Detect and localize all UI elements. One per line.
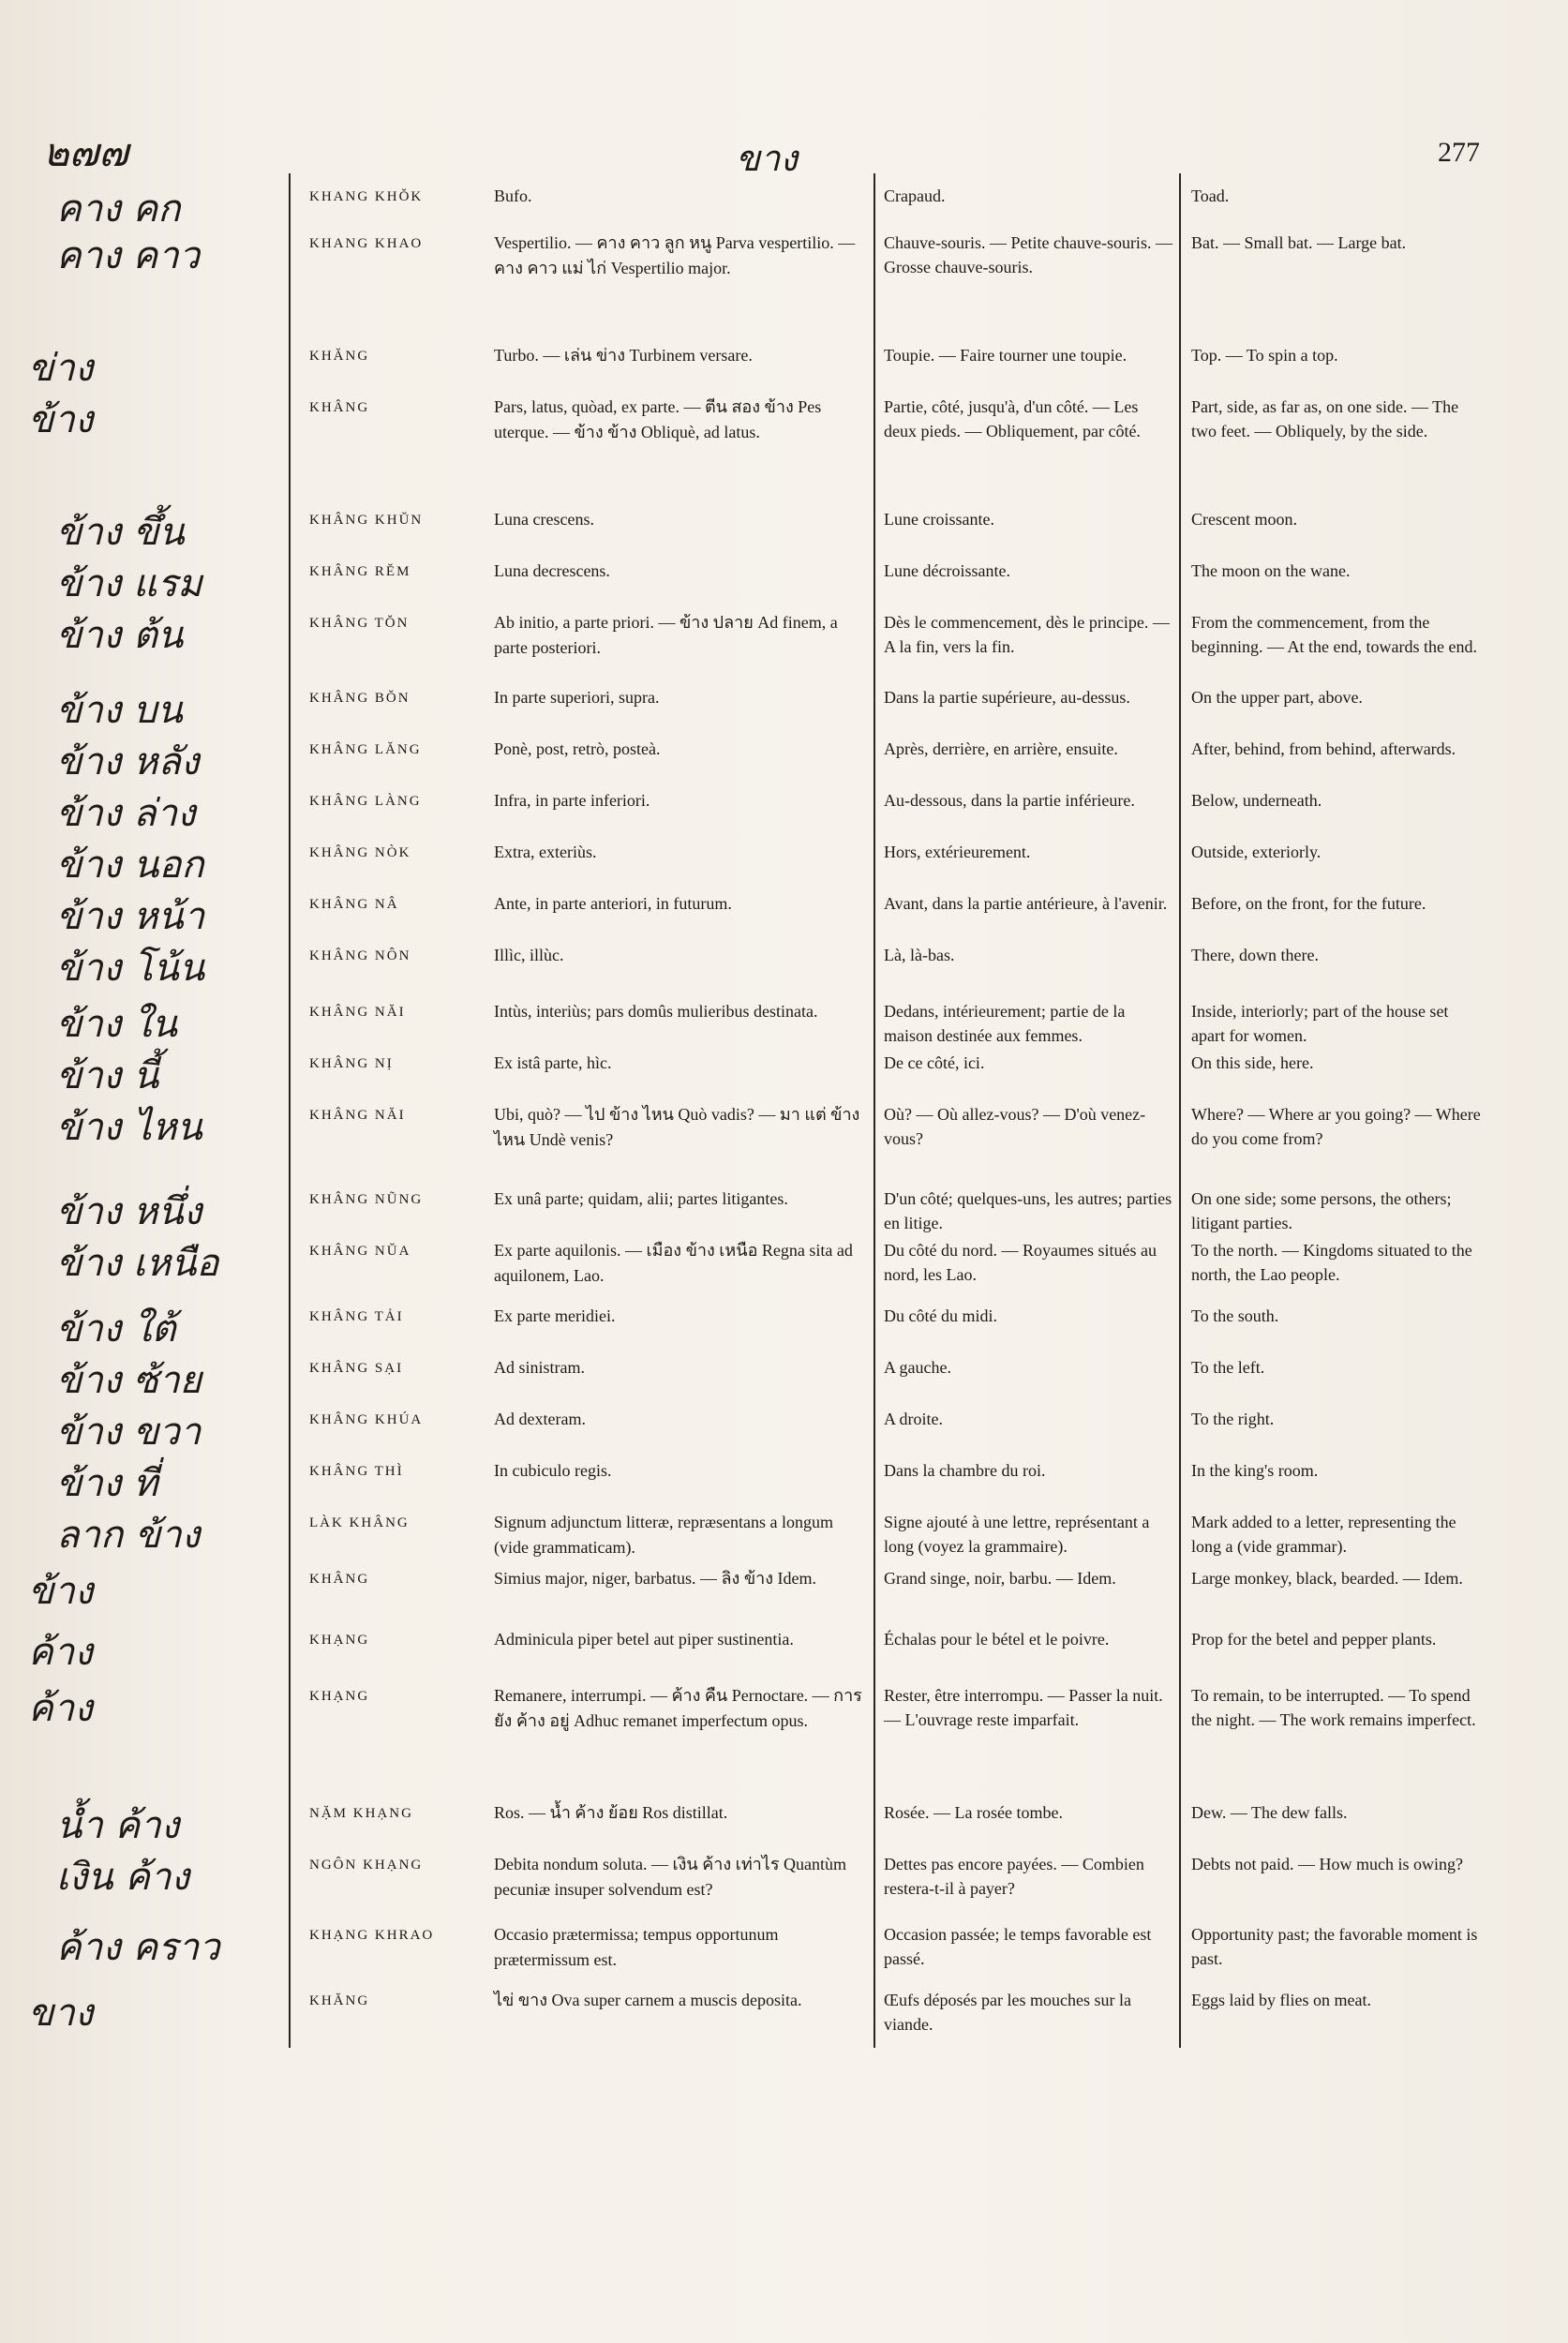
entry-romanization: KHÂNG (309, 400, 370, 415)
entry-romanization: KHÂNG NŨNG (309, 1192, 424, 1207)
entry-english: Inside, interiorly; part of the house set apart for women. (1191, 1002, 1449, 1045)
entry-latin: Infra, in parte inferiori. (494, 791, 650, 810)
entry-thai-word: ขาง (28, 1992, 94, 2035)
entry-romanization: KHÂNG THÌ (309, 1464, 404, 1479)
entry-latin: Intùs, interiùs; pars domûs mulieribus destinata. (494, 1002, 818, 1021)
entry-english: Opportunity past; the favorable moment is past. (1191, 1925, 1478, 1968)
entry-romanization: NẶM KHẠNG (309, 1806, 413, 1821)
entry-english: Eggs laid by flies on meat. (1191, 1991, 1371, 2009)
entry-latin: Illìc, illùc. (494, 946, 564, 964)
entry-french: Dans la partie supérieure, au-dessus. (884, 688, 1130, 707)
entry-thai-word: ข้าง ใต้ (56, 1307, 176, 1351)
entry-thai-word: ข้าง ขึ้น (56, 511, 185, 554)
entry-english: Toad. (1191, 187, 1230, 205)
running-headword: ขาง (736, 138, 798, 179)
entry-romanization: KHÂNG NÒK (309, 845, 411, 860)
entry-french: Échalas pour le bétel et le poivre. (884, 1630, 1110, 1649)
entry-romanization: KHÂNG NŬA (309, 1244, 411, 1259)
entry-thai-word: ข้าง ไหน (56, 1106, 202, 1149)
entry-romanization: KHÂNG TẢI (309, 1309, 404, 1324)
entry-french: Dedans, intérieurement; partie de la maison destinée aux femmes. (884, 1002, 1126, 1045)
entry-english: On the upper part, above. (1191, 688, 1363, 707)
entry-romanization: KHẠNG KHRAO (309, 1928, 435, 1943)
entry-english: From the commencement, from the beginning. — At the end, towards the end. (1191, 613, 1477, 656)
entry-romanization: KHÂNG BŎN (309, 691, 411, 706)
entry-latin: Extra, exteriùs. (494, 843, 597, 861)
entry-french: Occasion passée; le temps favorable est passé. (884, 1925, 1152, 1968)
entry-french: De ce côté, ici. (884, 1053, 985, 1072)
page-number: 277 (1438, 137, 1480, 168)
entry-latin: In parte superiori, supra. (494, 688, 660, 707)
entry-thai-word: ลาก ข้าง (56, 1514, 201, 1557)
entry-romanization: KHÂNG NĂI (309, 1108, 406, 1123)
entry-latin: Occasio prætermissa; tempus opportunum prætermissum est. (494, 1925, 779, 1969)
entry-english: Bat. — Small bat. — Large bat. (1191, 233, 1407, 252)
entry-english: Prop for the betel and pepper plants. (1191, 1630, 1437, 1649)
entry-french: A gauche. (884, 1358, 951, 1377)
entry-thai-word: ข้าง นี้ (56, 1054, 159, 1097)
entry-romanization: KHÂNG RĔM (309, 564, 411, 579)
entry-latin: Ab initio, a parte priori. — ข้าง ปลาย Ad finem, a parte posteriori. (494, 613, 838, 657)
entry-romanization: KHÂNG TŎN (309, 616, 410, 631)
entry-latin: In cubiculo regis. (494, 1461, 612, 1480)
entry-english: Large monkey, black, bearded. — Idem. (1191, 1569, 1463, 1588)
entry-latin: Simius major, niger, barbatus. — ลิง ข้าง Idem. (494, 1569, 817, 1588)
entry-french: Après, derrière, en arrière, ensuite. (884, 739, 1118, 758)
entry-romanization: KHANG KHAO (309, 236, 424, 251)
entry-romanization: KHÂNG (309, 1572, 370, 1587)
entry-romanization: KHĂNG (309, 1993, 370, 2008)
entry-romanization: KHÂNG NÔN (309, 948, 411, 963)
entry-thai-word: ข้าง ที่ (56, 1462, 158, 1505)
entry-latin: Ante, in parte anteriori, in futurum. (494, 894, 732, 913)
entry-english: To the left. (1191, 1358, 1265, 1377)
entry-latin: Pars, latus, quòad, ex parte. — ตีน สอง ข้าง Pes uterque. — ข้าง ข้าง Obliquè, ad latus. (494, 397, 822, 441)
entry-thai-word: ข้าง เหนือ (56, 1242, 219, 1285)
entry-english: Mark added to a letter, representing the long a (vide grammar). (1191, 1513, 1456, 1556)
entry-thai-word: ค้าง (28, 1631, 93, 1674)
entry-french: Œufs déposés par les mouches sur la viande. (884, 1991, 1131, 2034)
entry-english: Dew. — The dew falls. (1191, 1803, 1348, 1822)
entry-french: Rester, être interrompu. — Passer la nuit. — L'ouvrage reste imparfait. (884, 1686, 1163, 1729)
entry-english: Where? — Where ar you going? — Where do you come from? (1191, 1105, 1481, 1148)
entry-romanization: KHÂNG NĂI (309, 1005, 406, 1020)
entry-romanization: KHÂNG KHÚA (309, 1412, 424, 1427)
entry-latin: Adminicula piper betel aut piper sustinentia. (494, 1630, 794, 1649)
entry-french: Lune décroissante. (884, 561, 1010, 580)
entry-latin: ไข่ ขาง Ova super carnem a muscis deposita. (494, 1991, 802, 2009)
entry-french: Partie, côté, jusqu'à, d'un côté. — Les deux pieds. — Obliquement, par côté. (884, 397, 1141, 440)
entry-thai-word: น้ำ ค้าง (56, 1804, 180, 1847)
entry-romanization: KHÂNG NÂ (309, 897, 399, 912)
entry-english: On this side, here. (1191, 1053, 1314, 1072)
entry-thai-word: ข้าง ต้น (56, 614, 184, 657)
entry-thai-word: ค้าง คราว (56, 1926, 220, 1969)
entry-romanization: KHANG KHŎK (309, 189, 424, 204)
entry-thai-word: ข่าง (28, 347, 94, 390)
entry-thai-word: ข้าง (28, 398, 94, 441)
entry-english: Crescent moon. (1191, 510, 1297, 529)
entry-thai-word: คาง คก (56, 187, 181, 231)
entry-romanization: KHÂNG SẠI (309, 1361, 404, 1376)
entry-romanization: KHẠNG (309, 1689, 370, 1704)
entry-latin: Signum adjunctum litteræ, repræsentans a longum (vide grammaticam). (494, 1513, 833, 1557)
thai-page-number: ๒๗๗ (43, 129, 128, 175)
entry-thai-word: ข้าง หน้า (56, 895, 205, 938)
entry-latin: Ex unâ parte; quidam, alii; partes litigantes. (494, 1189, 788, 1208)
entry-english: Before, on the front, for the future. (1191, 894, 1426, 913)
entry-french: Là, là-bas. (884, 946, 955, 964)
entry-romanization: NGÔN KHẠNG (309, 1858, 424, 1873)
entry-latin: Ex parte meridiei. (494, 1306, 616, 1325)
entry-english: In the king's room. (1191, 1461, 1319, 1480)
entry-latin: Luna decrescens. (494, 561, 610, 580)
entry-latin: Turbo. — เล่น ข่าง Turbinem versare. (494, 346, 753, 365)
entry-romanization: KHÂNG KHŬN (309, 513, 424, 528)
entry-french: Toupie. — Faire tourner une toupie. (884, 346, 1127, 365)
entry-french: Chauve-souris. — Petite chauve-souris. — Grosse chauve-souris. (884, 233, 1172, 276)
entry-romanization: LÀK KHÂNG (309, 1515, 410, 1530)
entry-english: To the right. (1191, 1410, 1275, 1428)
entry-thai-word: ข้าง ล่าง (56, 792, 196, 835)
entry-french: Grand singe, noir, barbu. — Idem. (884, 1569, 1116, 1588)
entry-latin: Luna crescens. (494, 510, 594, 529)
entry-thai-word: ข้าง ซ้าย (56, 1359, 202, 1402)
entry-thai-word: ข้าง (28, 1570, 94, 1613)
entry-latin: Ubi, quò? — ไป ข้าง ไหน Quò vadis? — มา แต่ ข้าง ไหน Undè venis? (494, 1105, 860, 1149)
entry-french: A droite. (884, 1410, 943, 1428)
entry-french: Hors, extérieurement. (884, 843, 1031, 861)
entry-romanization: KHẠNG (309, 1633, 370, 1648)
entry-thai-word: ข้าง ใน (56, 1003, 177, 1046)
entry-thai-word: ข้าง โน้น (56, 947, 205, 990)
column-rule-2 (874, 173, 875, 2048)
entry-latin: Ex istâ parte, hìc. (494, 1053, 612, 1072)
entry-french: Dès le commencement, dès le principe. — A la fin, vers la fin. (884, 613, 1170, 656)
entry-french: Du côté du midi. (884, 1306, 997, 1325)
entry-french: Au-dessous, dans la partie inférieure. (884, 791, 1135, 810)
entry-english: Below, underneath. (1191, 791, 1322, 810)
entry-thai-word: ค้าง (28, 1687, 93, 1730)
entry-latin: Debita nondum soluta. — เงิน ค้าง เท่าไร Quantùm pecuniæ insuper solvendum est? (494, 1855, 846, 1899)
entry-english: To remain, to be interrupted. — To spend the night. — The work remains imperfect. (1191, 1686, 1476, 1729)
entry-thai-word: ข้าง แรม (56, 562, 202, 605)
entry-thai-word: ข้าง หนึ่ง (56, 1190, 202, 1233)
entry-latin: Ros. — น้ำ ค้าง ย้อย Ros distillat. (494, 1803, 728, 1822)
entry-romanization: KHĂNG (309, 349, 370, 364)
entry-english: To the south. (1191, 1306, 1279, 1325)
entry-french: Du côté du nord. — Royaumes situés au nord, les Lao. (884, 1241, 1157, 1284)
entry-thai-word: เงิน ค้าง (56, 1856, 190, 1899)
entry-french: Rosée. — La rosée tombe. (884, 1803, 1063, 1822)
entry-french: Dettes pas encore payées. — Combien restera-t-il à payer? (884, 1855, 1144, 1898)
entry-thai-word: ข้าง บน (56, 689, 183, 732)
entry-english: On one side; some persons, the others; litigant parties. (1191, 1189, 1452, 1232)
entry-french: Avant, dans la partie antérieure, à l'avenir. (884, 894, 1168, 913)
column-rule-1 (289, 173, 291, 2048)
entry-thai-word: คาง คาว (56, 234, 201, 277)
entry-english: Top. — To spin a top. (1191, 346, 1338, 365)
entry-latin: Remanere, interrumpi. — ค้าง คืน Pernoctare. — การ ยัง ค้าง อยู่ Adhuc remanet imperfectum opus. (494, 1686, 862, 1730)
entry-latin: Bufo. (494, 187, 532, 205)
entry-french: Lune croissante. (884, 510, 994, 529)
entry-romanization: KHÂNG NỊ (309, 1056, 394, 1071)
entry-thai-word: ข้าง ขวา (56, 1410, 202, 1454)
entry-romanization: KHÂNG LĂNG (309, 742, 422, 757)
entry-english: To the north. — Kingdoms situated to the north, the Lao people. (1191, 1241, 1472, 1284)
entry-thai-word: ข้าง นอก (56, 843, 204, 887)
entry-latin: Vespertilio. — คาง คาว ลูก หนู Parva vespertilio. — คาง คาว แม่ ไก่ Vespertilio major. (494, 233, 856, 277)
entry-latin: Ad sinistram. (494, 1358, 585, 1377)
entry-french: Où? — Où allez-vous? — D'où venez-vous? (884, 1105, 1146, 1148)
entry-french: Dans la chambre du roi. (884, 1461, 1046, 1480)
entry-french: Signe ajouté à une lettre, représentant a long (voyez la grammaire). (884, 1513, 1150, 1556)
entry-thai-word: ข้าง หลัง (56, 740, 200, 783)
entry-french: Crapaud. (884, 187, 946, 205)
entry-english: Part, side, as far as, on one side. — The two feet. — Obliquely, by the side. (1191, 397, 1459, 440)
column-rule-3 (1179, 173, 1181, 2048)
entry-latin: Ex parte aquilonis. — เมือง ข้าง เหนือ Regna sita ad aquilonem, Lao. (494, 1241, 853, 1285)
entry-english: Debts not paid. — How much is owing? (1191, 1855, 1463, 1873)
entry-romanization: KHÂNG LÀNG (309, 794, 422, 809)
entry-french: D'un côté; quelques-uns, les autres; parties en litige. (884, 1189, 1172, 1232)
entry-english: The moon on the wane. (1191, 561, 1351, 580)
entry-english: Outside, exteriorly. (1191, 843, 1322, 861)
entry-english: After, behind, from behind, afterwards. (1191, 739, 1456, 758)
entry-english: There, down there. (1191, 946, 1319, 964)
entry-latin: Ponè, post, retrò, posteà. (494, 739, 661, 758)
entry-latin: Ad dexteram. (494, 1410, 586, 1428)
